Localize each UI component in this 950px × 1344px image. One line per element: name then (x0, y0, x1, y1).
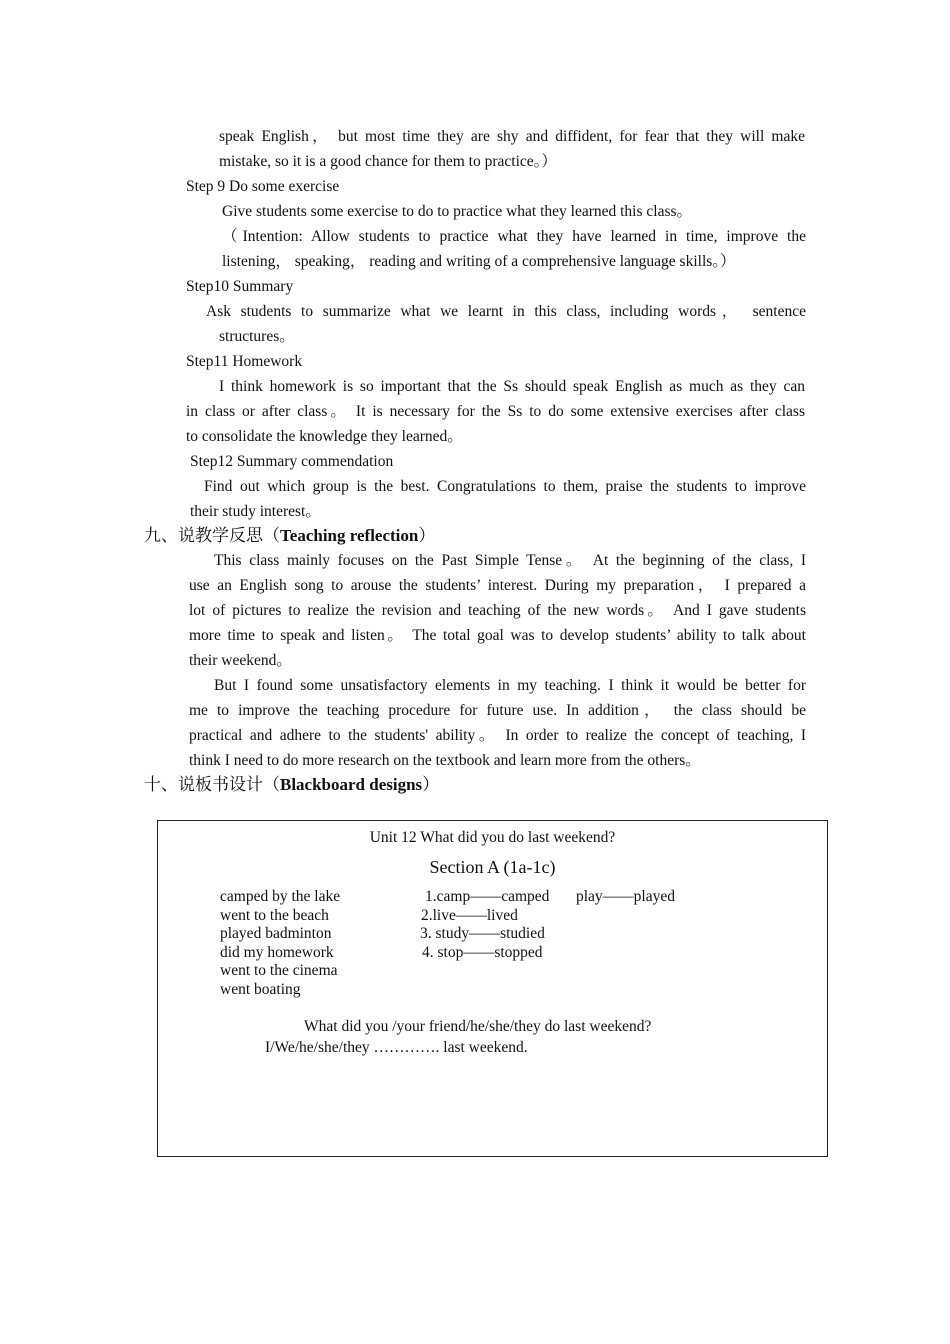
section10-heading-close: ） (422, 775, 440, 794)
step10-line-2: structures。 (219, 328, 295, 345)
phrase-item: went boating (220, 980, 301, 998)
verb-item: 3. study——studied (420, 925, 545, 942)
step10-title: Step10 Summary (186, 278, 294, 295)
step9-line-1: Give students some exercise to do to practice what they learned this class。 (222, 203, 693, 220)
reflection-p2-line-4: think I need to do more research on the textbook and learn more from the others。 (189, 752, 701, 769)
phrase-item: played badminton (220, 925, 332, 942)
reflection-p1-line-5: their weekend。 (189, 652, 292, 669)
step11-title: Step11 Homework (186, 353, 303, 370)
step8-line-2: mistake, so it is a good chance for them to practice。） (219, 153, 557, 170)
section9-heading-close: ） (418, 526, 436, 545)
verb-item: 4. stop——stopped (422, 943, 543, 961)
reflection-p2-line-2: me to improve the teaching procedure for future use. In addition， the class should be (189, 702, 806, 719)
step11-line-2: in class or after class。 It is necessary for the Ss to do some extensive exercises after class (186, 403, 805, 420)
step11-line-3: to consolidate the knowledge they learned。 (186, 428, 463, 445)
blackboard-section-title: Section A (1a-1c) (429, 857, 556, 877)
section10-heading-cn: 十、说板书设计（ (144, 775, 280, 794)
blackboard-unit-title: Unit 12 What did you do last weekend? (369, 829, 616, 846)
blackboard-answer: I/We/he/she/they …………. last weekend. (265, 1039, 528, 1056)
step12-line-2: their study interest。 (190, 503, 321, 520)
verb-item: 2.live——lived (421, 906, 518, 924)
section9-heading (144, 523, 435, 548)
section10-heading (144, 772, 439, 797)
reflection-p2-line-3: practical and adhere to the students' ability。 In order to realize the concept of teaching, I (189, 727, 806, 744)
phrase-item: went to the cinema (220, 962, 338, 979)
reflection-p1-line-1: This class mainly focuses on the Past Simple Tense。 At the beginning of the class, I (214, 552, 806, 569)
reflection-p1-line-3: lot of pictures to realize the revision and teaching of the new words。 And I gave students (189, 602, 806, 619)
step10-line-1: Ask students to summarize what we learnt in this class, including words， sentence (206, 303, 806, 320)
verb-item: 1.camp——camped (425, 888, 550, 905)
step8-line-1: speak English， but most time they are shy and diffident, for fear that they will make (219, 128, 805, 145)
step11-line-1: I think homework is so important that the Ss should speak English as much as they can (219, 378, 805, 395)
blackboard-question: What did you /your friend/he/she/they do last weekend? (304, 1018, 652, 1035)
step9-title: Step 9 Do some exercise (186, 178, 340, 195)
blackboard-design-box (157, 820, 828, 1157)
reflection-p1-line-4: more time to speak and listen。 The total goal was to develop students’ ability to talk about (189, 627, 806, 644)
section10-heading-en: Blackboard designs (280, 775, 423, 794)
phrase-item: did my homework (220, 943, 334, 961)
step9-line-3: listening， speaking， reading and writing of a comprehensive language skills。） (222, 253, 736, 270)
step12-title: Step12 Summary commendation (190, 453, 394, 470)
section9-heading-cn: 九、说教学反思（ (144, 526, 280, 545)
section9-heading-en: Teaching reflection (280, 526, 419, 545)
step9-line-2: （Intention: Allow students to practice what they have learned in time, improve the (222, 228, 806, 245)
phrase-item: camped by the lake (220, 888, 341, 905)
step12-line-1: Find out which group is the best. Congratulations to them, praise the students to improve (204, 478, 806, 495)
phrase-item: went to the beach (220, 906, 329, 924)
verb-item-extra: play——played (576, 888, 676, 905)
reflection-p2-line-1: But I found some unsatisfactory elements in my teaching. I think it would be better for (214, 677, 806, 694)
reflection-p1-line-2: use an English song to arouse the students’ interest. During my preparation， I prepared a (189, 577, 806, 594)
